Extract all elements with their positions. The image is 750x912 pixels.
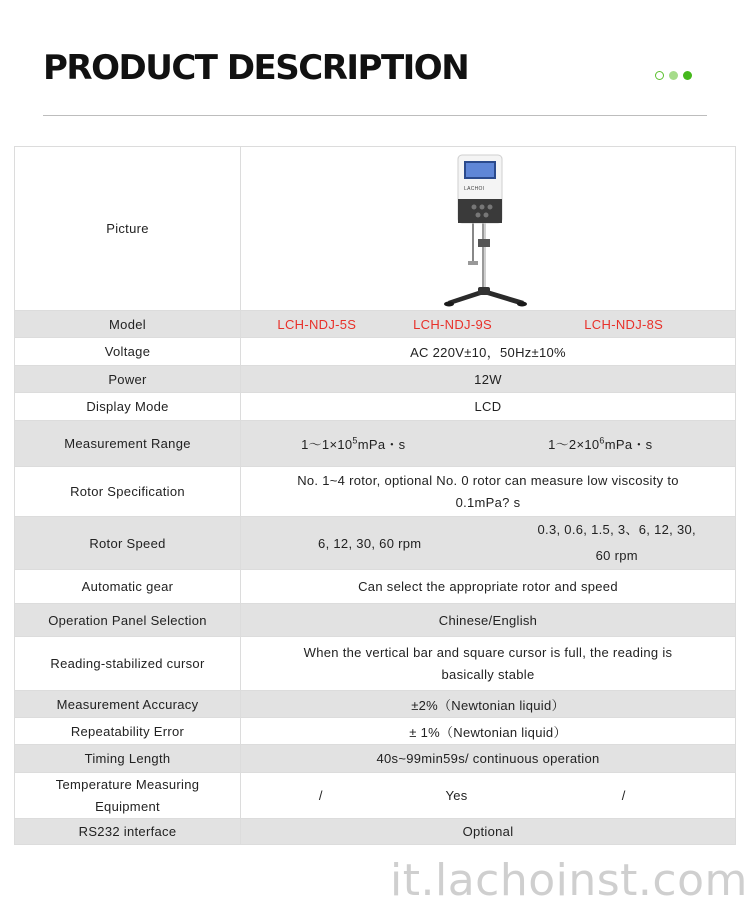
product-picture-cell bbox=[241, 147, 736, 311]
table-row bbox=[15, 393, 736, 421]
rotor-speed-left: 6, 12, 30, 60 rpm bbox=[318, 535, 422, 551]
operation-panel-label: Operation Panel Selection bbox=[15, 604, 241, 637]
dot-solid-icon bbox=[683, 71, 692, 80]
timing-value: 40s~99min59s/ continuous operation bbox=[241, 745, 736, 773]
device-brand: LACHOI bbox=[464, 185, 485, 192]
table-row bbox=[15, 366, 736, 393]
measurement-range-right: $1\sim 2\times 10^6mPa$・s bbox=[548, 435, 653, 452]
table-row bbox=[15, 773, 736, 819]
table-row bbox=[15, 421, 736, 467]
cursor-value: When the vertical bar and square cursor is full, the reading is basically stable bbox=[241, 637, 736, 691]
table-row bbox=[15, 517, 736, 570]
rotor-speed-right: 0.3, 0.6, 1.5, 3、6, 12, 30, 60 rpm bbox=[537, 522, 696, 563]
model-value-8s: LCH-NDJ-8S bbox=[584, 316, 664, 332]
viscometer-image bbox=[428, 149, 548, 309]
temperature-label: Temperature Measuring Equipment bbox=[15, 773, 241, 819]
temperature-value-9s: Yes bbox=[445, 788, 468, 803]
rotor-spec-label: Rotor Specification bbox=[15, 467, 241, 517]
temperature-value-5s: / bbox=[318, 788, 323, 803]
rotor-spec-value: No. 1~4 rotor, optional No. 0 rotor can measure low viscosity to 0.1mPa? s bbox=[241, 467, 736, 517]
temperature-values bbox=[241, 773, 736, 819]
model-value-5s: LCH-NDJ-5S bbox=[277, 316, 357, 332]
dot-light-icon bbox=[669, 71, 678, 80]
spec-table bbox=[14, 146, 736, 845]
decorative-dots bbox=[655, 71, 692, 80]
watermark: it.lachoinst.com bbox=[390, 855, 748, 906]
automatic-gear-value: Can select the appropriate rotor and speed bbox=[241, 570, 736, 604]
cursor-label: Reading-stabilized cursor bbox=[15, 637, 241, 691]
table-row bbox=[15, 718, 736, 745]
automatic-gear-label: Automatic gear bbox=[15, 570, 241, 604]
repeatability-value: ± 1%（Newtonian liquid） bbox=[241, 718, 736, 745]
power-value: 12W bbox=[241, 366, 736, 393]
voltage-label: Voltage bbox=[15, 338, 241, 366]
header-divider bbox=[43, 115, 707, 116]
operation-panel-value: Chinese/English bbox=[241, 604, 736, 637]
model-label: Model bbox=[15, 311, 241, 338]
rotor-speed-label: Rotor Speed bbox=[15, 517, 241, 570]
measurement-range-values bbox=[241, 421, 736, 467]
model-values bbox=[241, 311, 736, 338]
power-label: Power bbox=[15, 366, 241, 393]
picture-label: Picture bbox=[15, 147, 241, 311]
dot-outline-icon bbox=[655, 71, 664, 80]
display-mode-value: LCD bbox=[241, 393, 736, 421]
table-row bbox=[15, 311, 736, 338]
table-row bbox=[15, 467, 736, 517]
page-title: PRODUCT DESCRIPTION bbox=[43, 48, 469, 88]
accuracy-label: Measurement Accuracy bbox=[15, 691, 241, 718]
table-row bbox=[15, 604, 736, 637]
table-row bbox=[15, 819, 736, 845]
accuracy-value: ±2%（Newtonian liquid） bbox=[241, 691, 736, 718]
table-row bbox=[15, 147, 736, 311]
display-mode-label: Display Mode bbox=[15, 393, 241, 421]
rs232-label: RS232 interface bbox=[15, 819, 241, 845]
measurement-range-label: Measurement Range bbox=[15, 421, 241, 467]
table-row bbox=[15, 745, 736, 773]
voltage-value: AC 220V±10，50Hz±10% bbox=[241, 338, 736, 366]
rotor-speed-values bbox=[241, 517, 736, 570]
table-row bbox=[15, 338, 736, 366]
temperature-value-8s: / bbox=[621, 788, 626, 803]
repeatability-label: Repeatability Error bbox=[15, 718, 241, 745]
table-row bbox=[15, 570, 736, 604]
table-row bbox=[15, 691, 736, 718]
rs232-value: Optional bbox=[241, 819, 736, 845]
model-value-9s: LCH-NDJ-9S bbox=[413, 316, 492, 332]
table-row bbox=[15, 637, 736, 691]
timing-label: Timing Length bbox=[15, 745, 241, 773]
measurement-range-left: $1\sim 1\times 10^5mPa$・s bbox=[301, 435, 406, 452]
